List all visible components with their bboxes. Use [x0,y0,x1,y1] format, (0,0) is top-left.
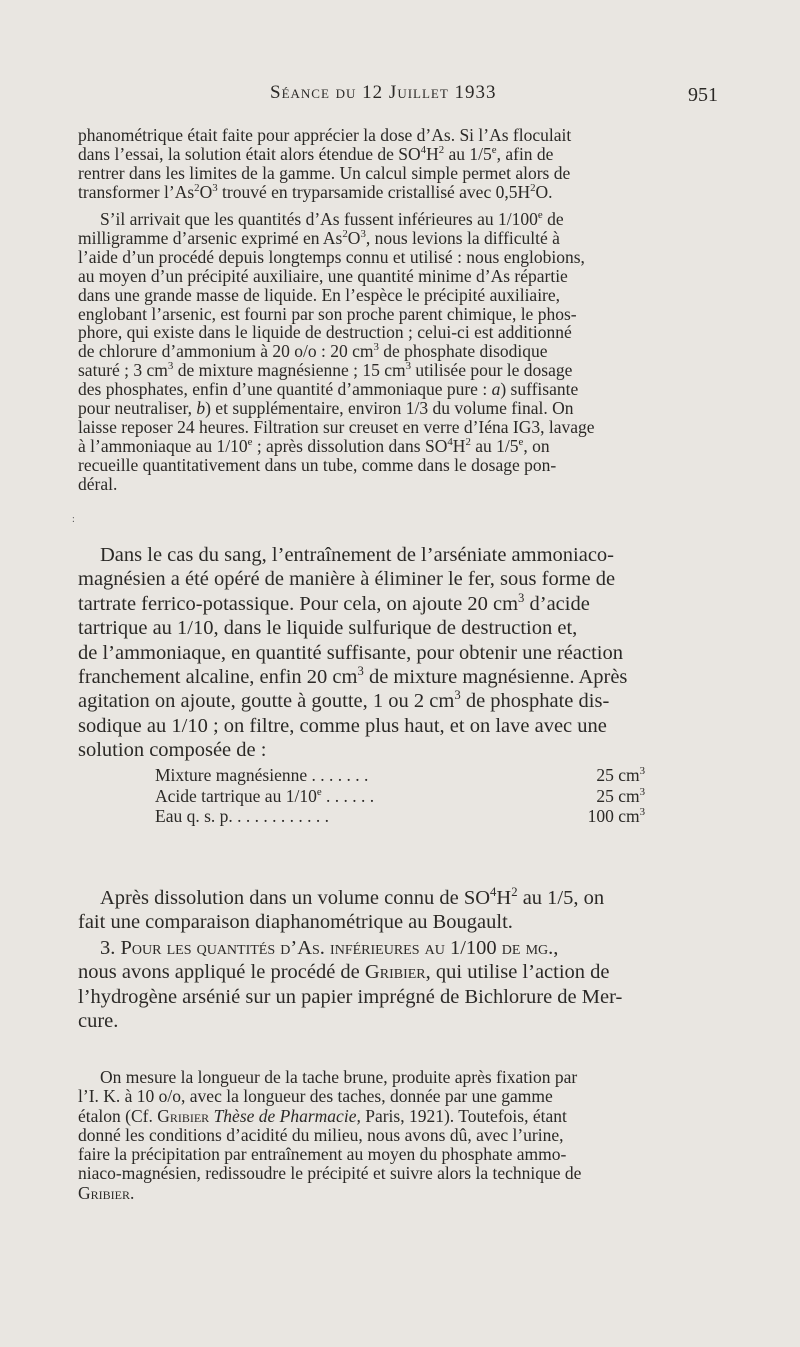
text-line: nous avons appliqué le procédé de Gribier, qui utilise l’action de [78,961,610,984]
paragraph-2 [78,210,714,494]
page-header [0,82,800,112]
running-title: Séance du 12 Juillet 1933 [270,82,497,103]
text-line: étalon (Cf. Gribier Thèse de Pharmacie, Paris, 1921). Toutefois, étant [78,1105,567,1126]
text-line: Après dissolution dans un volume connu de $SO^4H^2$ au 1/5, on [100,885,605,909]
text-line: milligramme d’arsenic exprimé en $As^2O^3$, nous levions la difficulté à [78,227,560,248]
text-line: englobant l’arsenic, est fourni par son proche parent chimique, le phos- [78,303,577,324]
text-line: des phosphates, enfin d’une quantité d’ammoniaque pure : a) suffisante [78,379,579,400]
text-line: solution composée de : [78,739,267,762]
text-line: Dans le cas du sang, l’entraînement de l’arséniate ammoniaco- [100,544,615,566]
text-line: de chlorure d’ammonium à 20 o/o : 20 $cm^3$ de phosphate disodique [78,341,548,362]
solution-table [155,765,645,827]
text-line: donné les conditions d’acidité du milieu, nous avons dû, avec l’urine, [78,1124,564,1145]
row-value: 100 $cm^3$ [587,806,645,826]
section-heading: 3. Pour les quantités d’As. inférieures au 1/100 de mg., [100,937,559,959]
text-line: pour neutraliser, b) et supplémentaire, environ 1/3 du volume final. On [78,398,574,419]
text-line: au moyen d’un précipité auxiliaire, une quantité minime d’As répartie [78,265,568,286]
text-line: de l’ammoniaque, en quantité suffisante, pour obtenir une réaction [78,641,623,664]
text-line: Gribier. [78,1182,135,1203]
text-line: transformer $l’As^2O^3$ trouvé en tryparsamide cristallisé avec $0,5H^2O$. [78,181,553,202]
text-line: faire la précipitation par entraînement au moyen du phosphate ammo- [78,1144,567,1165]
text-line: franchement alcaline, enfin 20 $cm^3$ de mixture magnésienne. Après [78,664,628,689]
paragraph-3 [78,543,714,763]
text-line: sodique au 1/10 ; on filtre, comme plus haut, et on lave avec une [78,714,607,737]
text-line: dans une grande masse de liquide. En l’espèce le précipité auxiliaire, [78,284,561,305]
text-line: l’aide d’un procédé depuis longtemps connu et utilisé : nous englobions, [78,246,585,267]
text-line: tartrate ferrico-potassique. Pour cela, on ajoute 20 $cm^3$ d’acide [78,590,590,615]
text-line: S’il arrivait que les quantités d’As fussent inférieures au 1/100e de [100,209,564,229]
row-label: Acide tartrique au 1/10e . . . . . . [155,785,375,806]
text-line: phanométrique était faite pour apprécier la dose d’As. Si l’As floculait [78,125,572,145]
text-line: l’I. K. à 10 o/o, avec la longueur des taches, donnée par une gamme [78,1086,553,1107]
text-line: cure. [78,1010,119,1033]
text-line: agitation on ajoute, goutte à goutte, 1 ou 2 $cm^3$ de phosphate dis- [78,688,610,713]
text-line: niaco-magnésien, redissoudre le précipité et suivre alors la technique de [78,1163,582,1184]
text-line: laisse reposer 24 heures. Filtration sur creuset en verre d’Iéna IG3, lavage [78,416,595,437]
text-line: recueille quantitativement dans un tube, comme dans le dosage pon- [78,454,557,475]
paragraph-5 [78,936,714,1034]
text-line: l’hydrogène arsénié sur un papier imprégné de Bichlorure de Mer- [78,985,623,1008]
table-row [155,765,645,786]
row-value: 25 $cm^3$ [596,765,645,785]
paragraph-1 [78,126,714,202]
table-row [155,786,645,807]
text-line: On mesure la longueur de la tache brune, produite après fixation par [100,1067,578,1087]
text-line: à l’ammoniaque au 1/10e ; après dissolution dans $SO^4H^2$ au 1/5e, on [78,435,550,456]
text-line: magnésien a été opéré de manière à éliminer le fer, sous forme de [78,568,616,591]
table-row [155,806,645,827]
page-number: 951 [688,84,718,106]
paragraph-6 [78,1068,714,1203]
paragraph-4 [78,886,714,935]
text-line: dans l’essai, la solution était alors étendue de $SO^4H^2$ au 1/5e, afin de [78,143,554,164]
row-label: Eau q. s. p. . . . . . . . . . . . [155,806,330,826]
text-line: déral. [78,473,118,494]
text-line: phore, qui existe dans le liquide de destruction ; celui-ci est additionné [78,322,572,343]
text-line: fait une comparaison diaphanométrique au Bougault. [78,911,513,934]
row-label: Mixture magnésienne . . . . . . . [155,765,369,785]
text-line: saturé ; 3 $cm^3$ de mixture magnésienne ; 15 $cm^3$ utilisée pour le dosage [78,360,573,381]
text-line: rentrer dans les limites de la gamme. Un calcul simple permet alors de [78,162,571,183]
text-line: tartrique au 1/10, dans le liquide sulfurique de destruction et, [78,617,578,640]
row-value: 25 $cm^3$ [596,785,645,806]
stray-mark: : [72,514,75,525]
